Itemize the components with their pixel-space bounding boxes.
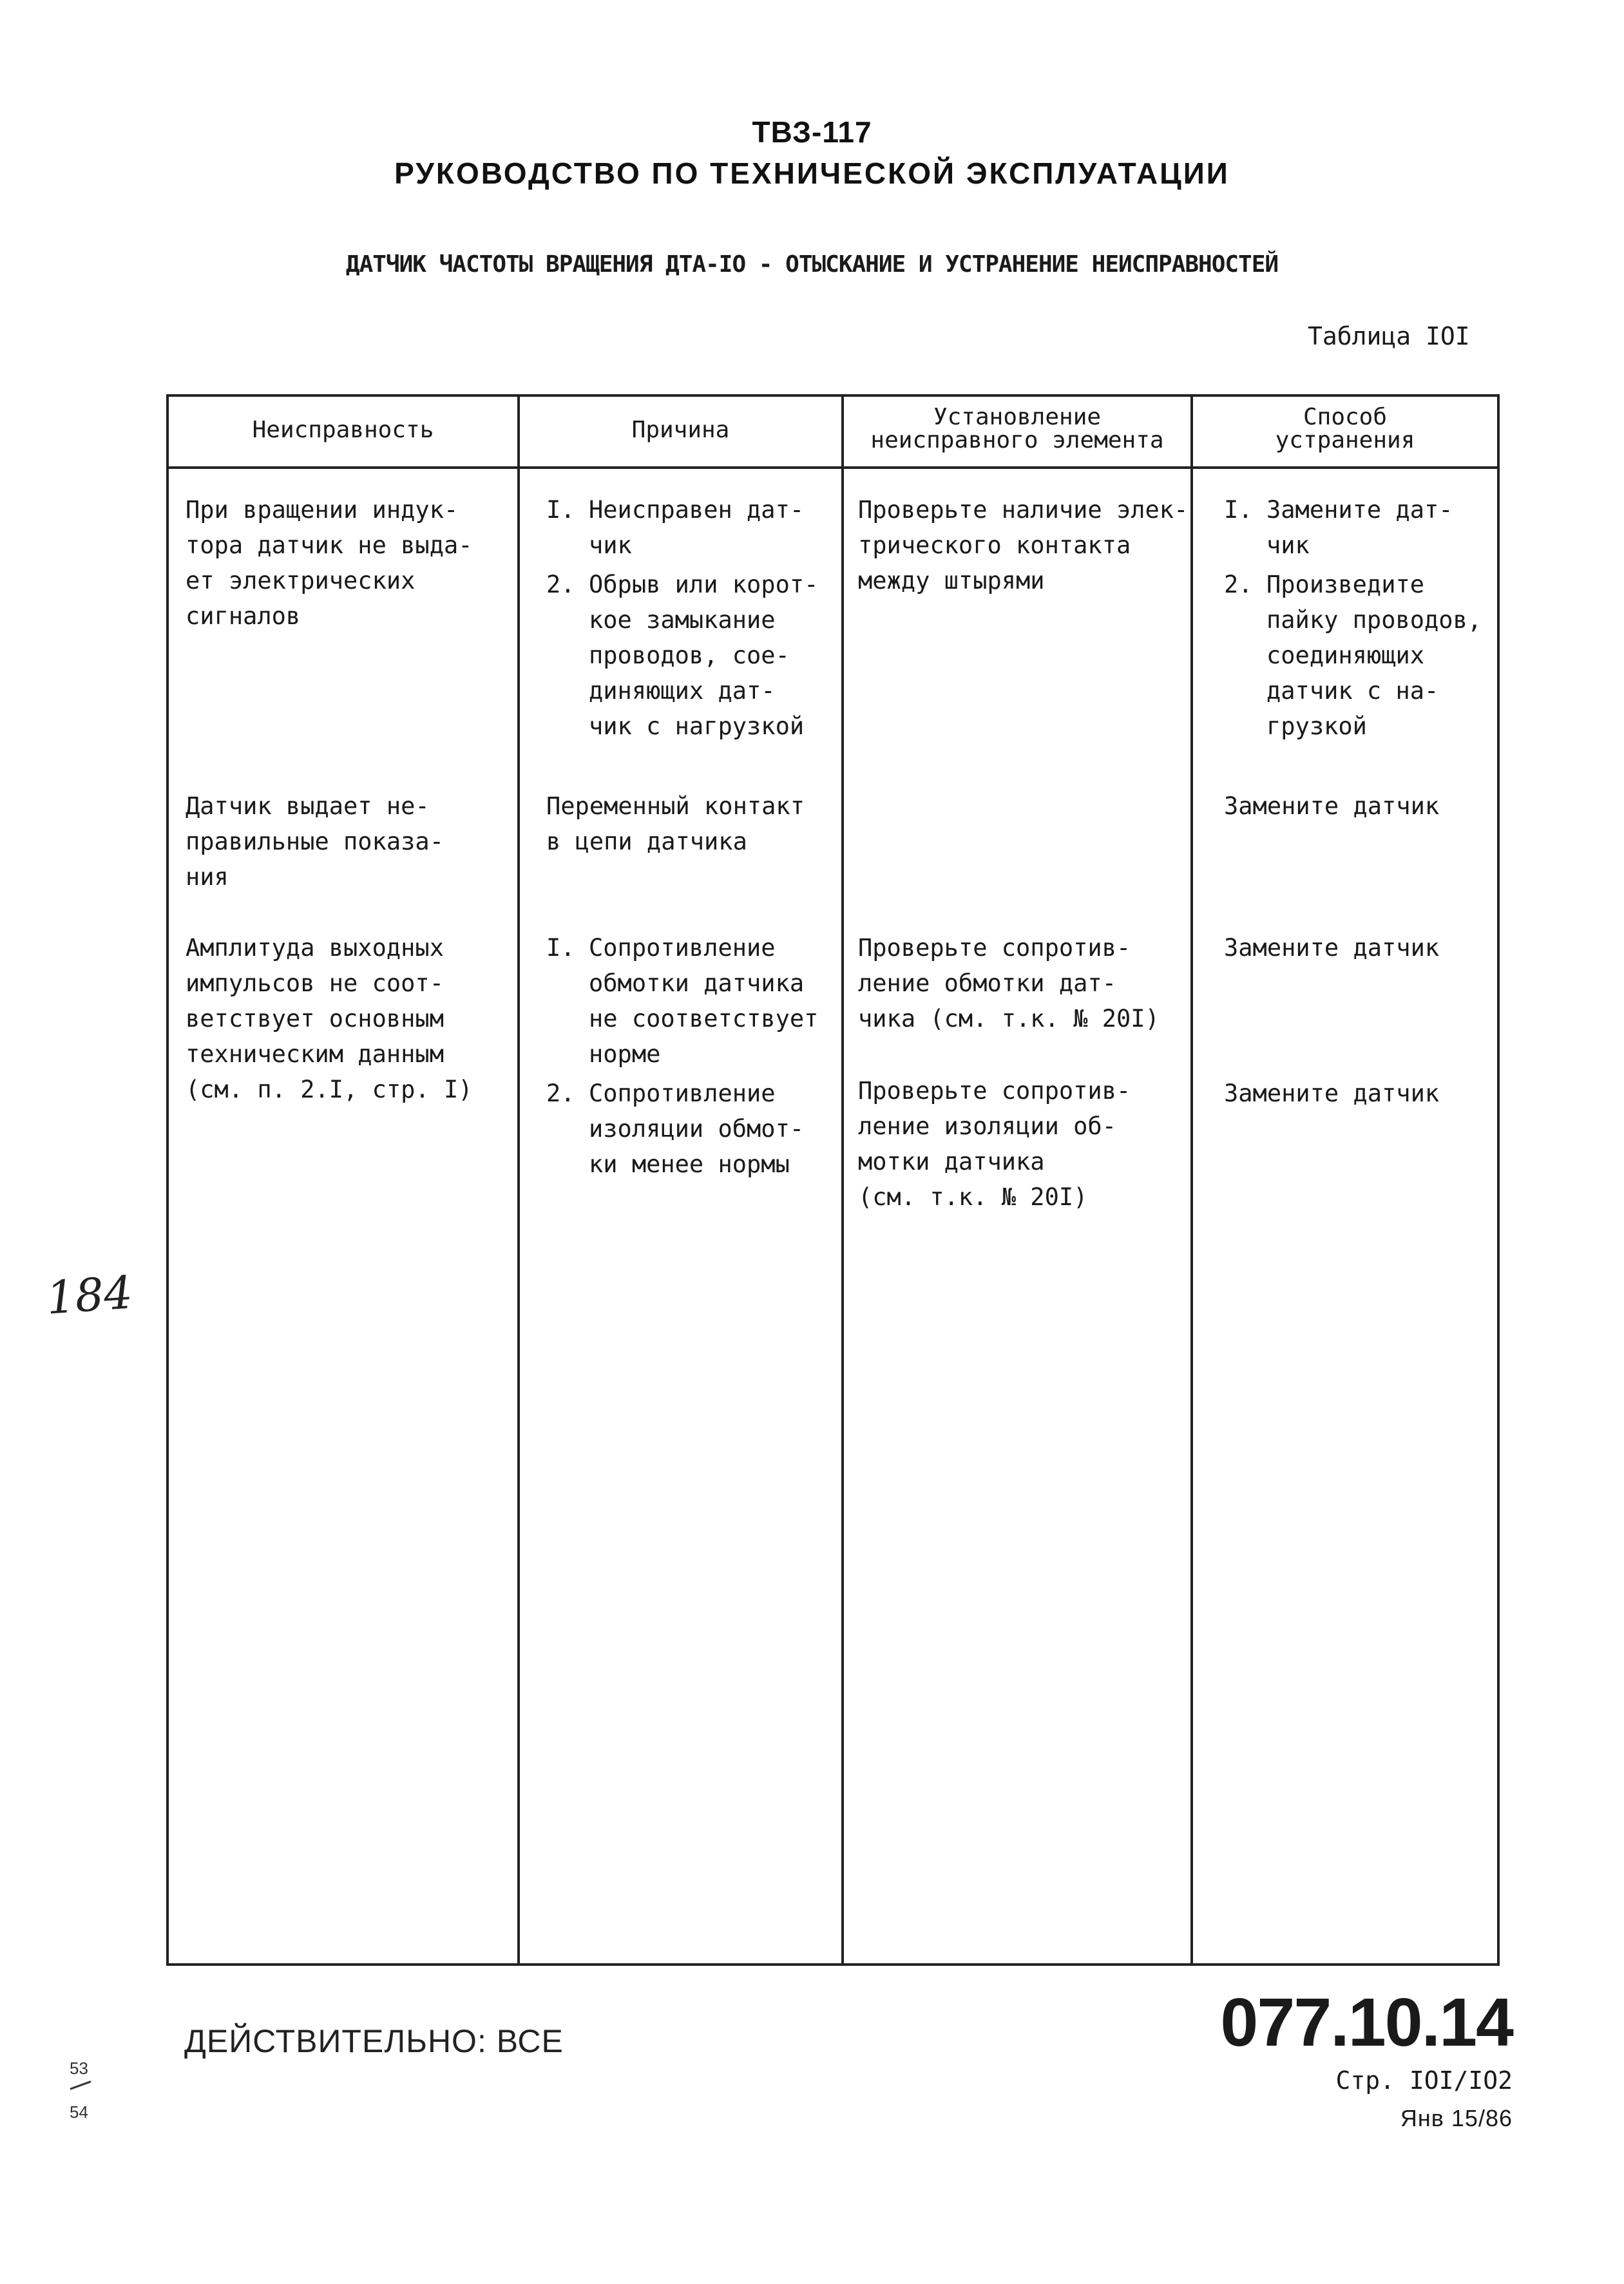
margin-fraction-bar xyxy=(70,2080,91,2089)
header-divider xyxy=(166,466,1500,469)
row1-fault: При вращении индук- тора датчик не выда- ет электрических сигналов xyxy=(186,496,473,630)
page-number: Стр. IOI/IO2 xyxy=(1335,2066,1513,2095)
column-header-fix: Способ устранения xyxy=(1275,404,1415,453)
row1-detect: Проверьте наличие элек- трического контакта между штырями xyxy=(858,496,1189,595)
column-divider-3 xyxy=(1190,394,1193,1966)
row1-causes xyxy=(546,492,839,748)
section-subtitle: ДАТЧИК ЧАСТОТЫ ВРАЩЕНИЯ ДТА-IO - ОТЫСКАНИЕ И УСТРАНЕНИЕ НЕИСПРАВНОСТЕЙ xyxy=(345,251,1279,278)
column-header-fault: Неисправность xyxy=(252,417,434,443)
list-item: 2. Произведите пайку проводов, соединяющих датчик с на- грузкой xyxy=(1224,571,1482,740)
row1-fixes xyxy=(1224,492,1497,748)
row3-fault: Амплитуда выходных импульсов не соот- ветствует основным техническим данным (см. п. 2.I, стр. I) xyxy=(186,934,473,1103)
row3-causes xyxy=(546,930,841,1186)
list-item: 2. Обрыв или корот- кое замыкание проводов, сое- диняющих дат- чик с нагрузкой xyxy=(546,571,819,740)
margin-fraction-bottom: 54 xyxy=(70,2102,88,2122)
margin-fraction-top: 53 xyxy=(70,2059,88,2078)
row3-fixes: Замените датчик Замените датчик xyxy=(1224,934,1440,1107)
validity-label: ДЕЙСТВИТЕЛЬНО: ВСЕ xyxy=(184,2023,564,2059)
row2-fix: Замените датчик xyxy=(1224,792,1440,820)
row2-fault: Датчик выдает не- правильные показа- ния xyxy=(186,792,444,891)
table-border-top xyxy=(166,394,1500,397)
table-border-right xyxy=(1497,394,1500,1966)
column-header-detect: Установление неисправного элемента xyxy=(870,404,1164,453)
table-border-bottom xyxy=(166,1963,1500,1966)
document-number: 077.10.14 xyxy=(1220,1984,1513,2060)
document-series: ТВЗ-117 xyxy=(752,115,872,149)
table-number: Таблица IOI xyxy=(1308,322,1470,350)
list-item: 2. Сопротивление изоляции обмот- ки менее нормы xyxy=(546,1080,805,1178)
column-divider-2 xyxy=(841,394,844,1966)
row2-cause: Переменный контакт в цепи датчика xyxy=(546,792,805,855)
row3-detect: Проверьте сопротив- ление обмотки дат- чика (см. т.к. № 20I) Проверьте сопротив- ление изоляции об- мотки датчика (см. т.к. № 20I) xyxy=(858,934,1160,1211)
document-title: РУКОВОДСТВО ПО ТЕХНИЧЕСКОЙ ЭКСПЛУАТАЦИИ xyxy=(394,157,1230,190)
column-header-cause: Причина xyxy=(631,417,730,443)
troubleshooting-table xyxy=(166,394,1500,1966)
list-item: I. Замените дат- чик xyxy=(1224,496,1453,559)
list-item: I. Неисправен дат- чик xyxy=(546,496,805,559)
revision-date: Янв 15/86 xyxy=(1400,2105,1513,2131)
list-item: I. Сопротивление обмотки датчика не соответствует норме xyxy=(546,934,819,1068)
column-divider-1 xyxy=(517,394,520,1966)
table-border-left xyxy=(166,394,169,1966)
handwritten-page-number: 184 xyxy=(44,1266,135,1325)
